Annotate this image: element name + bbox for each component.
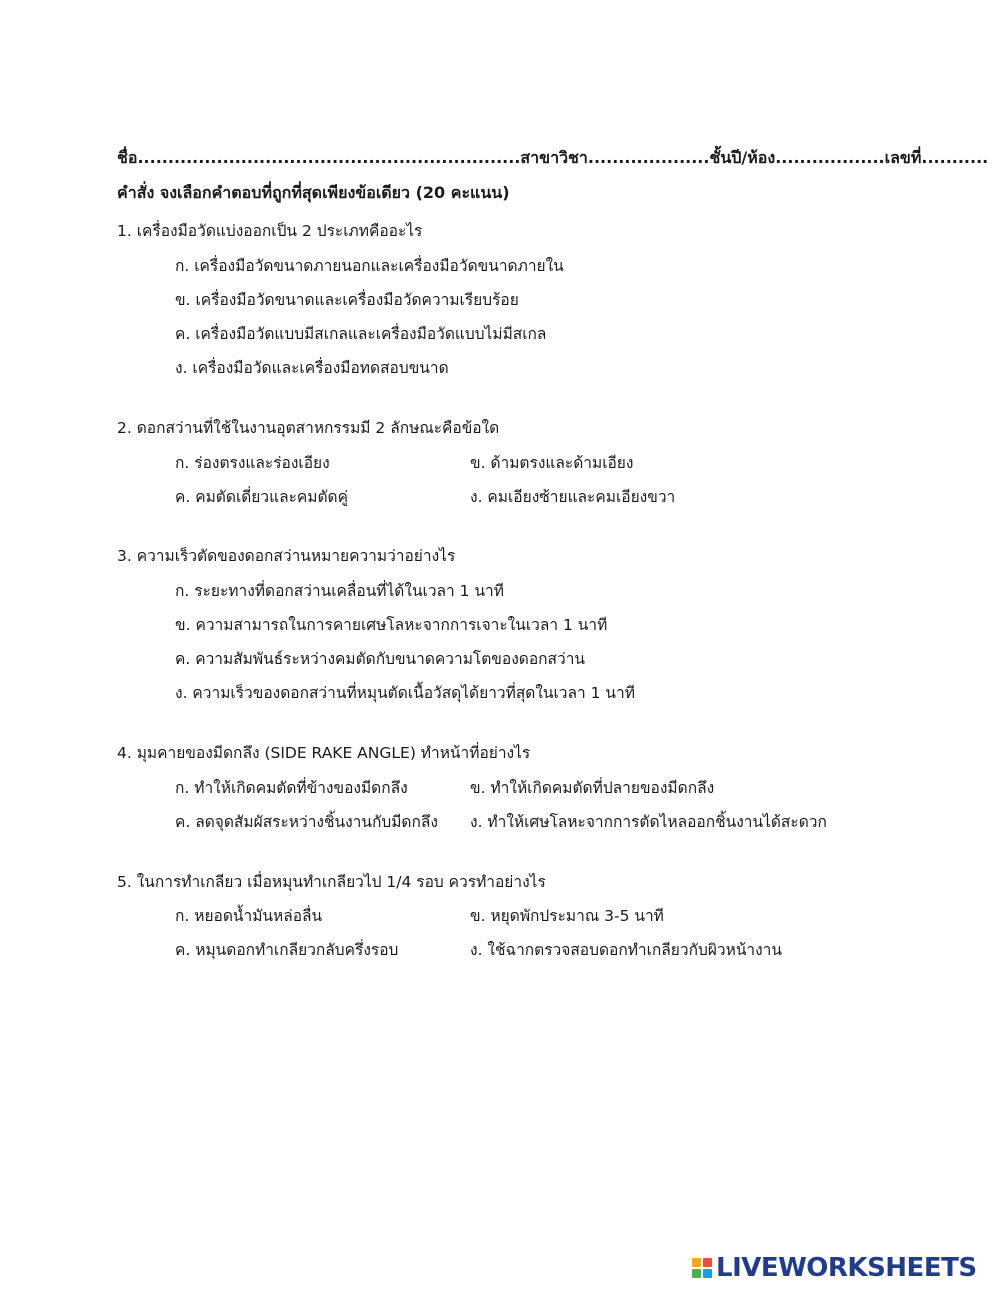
question-3-option-a[interactable]: ก. ระยะทางที่ดอกสว่านเคลื่อนที่ได้ในเวลา 1 นาที xyxy=(175,582,504,600)
question-3: 3. ความเร็วตัดของดอกสว่านหมายความว่าอย่างไร xyxy=(117,547,456,565)
question-3-option-d[interactable]: ง. ความเร็วของดอกสว่านที่หมุนตัดเนื้อวัสดุได้ยาวที่สุดในเวลา 1 นาที xyxy=(175,684,635,702)
question-1-option-a[interactable]: ก. เครื่องมือวัดขนาดภายนอกและเครื่องมือวัดขนาดภายใน xyxy=(175,257,564,275)
question-2-option-b[interactable]: ข. ด้ามตรงและด้ามเอียง xyxy=(470,454,634,472)
question-5-option-b[interactable]: ข. หยุดพักประมาณ 3-5 นาที xyxy=(470,907,664,925)
question-1: 1. เครื่องมือวัดแบ่งออกเป็น 2 ประเภทคืออะไร xyxy=(117,222,423,240)
question-4-option-a[interactable]: ก. ทำให้เกิดคมตัดที่ข้างของมีดกลึง xyxy=(175,779,408,797)
question-5-option-d[interactable]: ง. ใช้ฉากตรวจสอบดอกทำเกลียวกับผิวหน้างาน xyxy=(470,941,782,959)
question-4-option-d[interactable]: ง. ทำให้เศษโลหะจากการตัดไหลออกชิ้นงานได้สะดวก xyxy=(470,813,827,831)
question-4-option-b[interactable]: ข. ทำให้เกิดคมตัดที่ปลายของมีดกลึง xyxy=(470,779,715,797)
question-4: 4. มุมคายของมีดกลึง (SIDE RAKE ANGLE) ทำหน้าที่อย่างไร xyxy=(117,744,531,762)
liveworksheets-logo xyxy=(692,1253,977,1283)
liveworksheets-logo-icon xyxy=(692,1258,712,1278)
question-4-option-c[interactable]: ค. ลดจุดสัมผัสระหว่างชิ้นงานกับมีดกลึง xyxy=(175,813,438,831)
question-3-option-b[interactable]: ข. ความสามารถในการคายเศษโลหะจากการเจาะในเวลา 1 นาที xyxy=(175,616,608,634)
question-1-option-b[interactable]: ข. เครื่องมือวัดขนาดและเครื่องมือวัดความเรียบร้อย xyxy=(175,291,519,309)
question-2-option-c[interactable]: ค. คมตัดเดี่ยวและคมตัดคู่ xyxy=(175,488,348,506)
question-5-option-c[interactable]: ค. หมุนดอกทำเกลียวกลับครึ่งรอบ xyxy=(175,941,399,959)
liveworksheets-logo-text: LIVEWORKSHEETS xyxy=(716,1253,977,1283)
question-2-option-d[interactable]: ง. คมเอียงซ้ายและคมเอียงขวา xyxy=(470,488,676,506)
student-info-line: ชื่อ...............................................................สาขาวิชา....................ชั้นปี/ห้อง..................เลขที่........... xyxy=(117,148,989,167)
question-2: 2. ดอกสว่านที่ใช้ในงานอุตสาหกรรมมี 2 ลักษณะคือข้อใด xyxy=(117,419,500,437)
question-1-option-c[interactable]: ค. เครื่องมือวัดแบบมีสเกลและเครื่องมือวัดแบบไม่มีสเกล xyxy=(175,325,547,343)
question-5: 5. ในการทำเกลียว เมื่อหมุนทำเกลียวไป 1/4 รอบ ควรทำอย่างไร xyxy=(117,873,546,891)
question-5-option-a[interactable]: ก. หยอดน้ำมันหล่อลื่น xyxy=(175,907,323,925)
question-1-option-d[interactable]: ง. เครื่องมือวัดและเครื่องมือทดสอบขนาด xyxy=(175,359,449,377)
question-2-option-a[interactable]: ก. ร่องตรงและร่องเอียง xyxy=(175,454,330,472)
question-3-option-c[interactable]: ค. ความสัมพันธ์ระหว่างคมตัดกับขนาดความโตของดอกสว่าน xyxy=(175,650,585,668)
instruction-text: คำสั่ง จงเลือกคำตอบที่ถูกที่สุดเพียงข้อเดียว (20 คะแนน) xyxy=(117,183,510,202)
